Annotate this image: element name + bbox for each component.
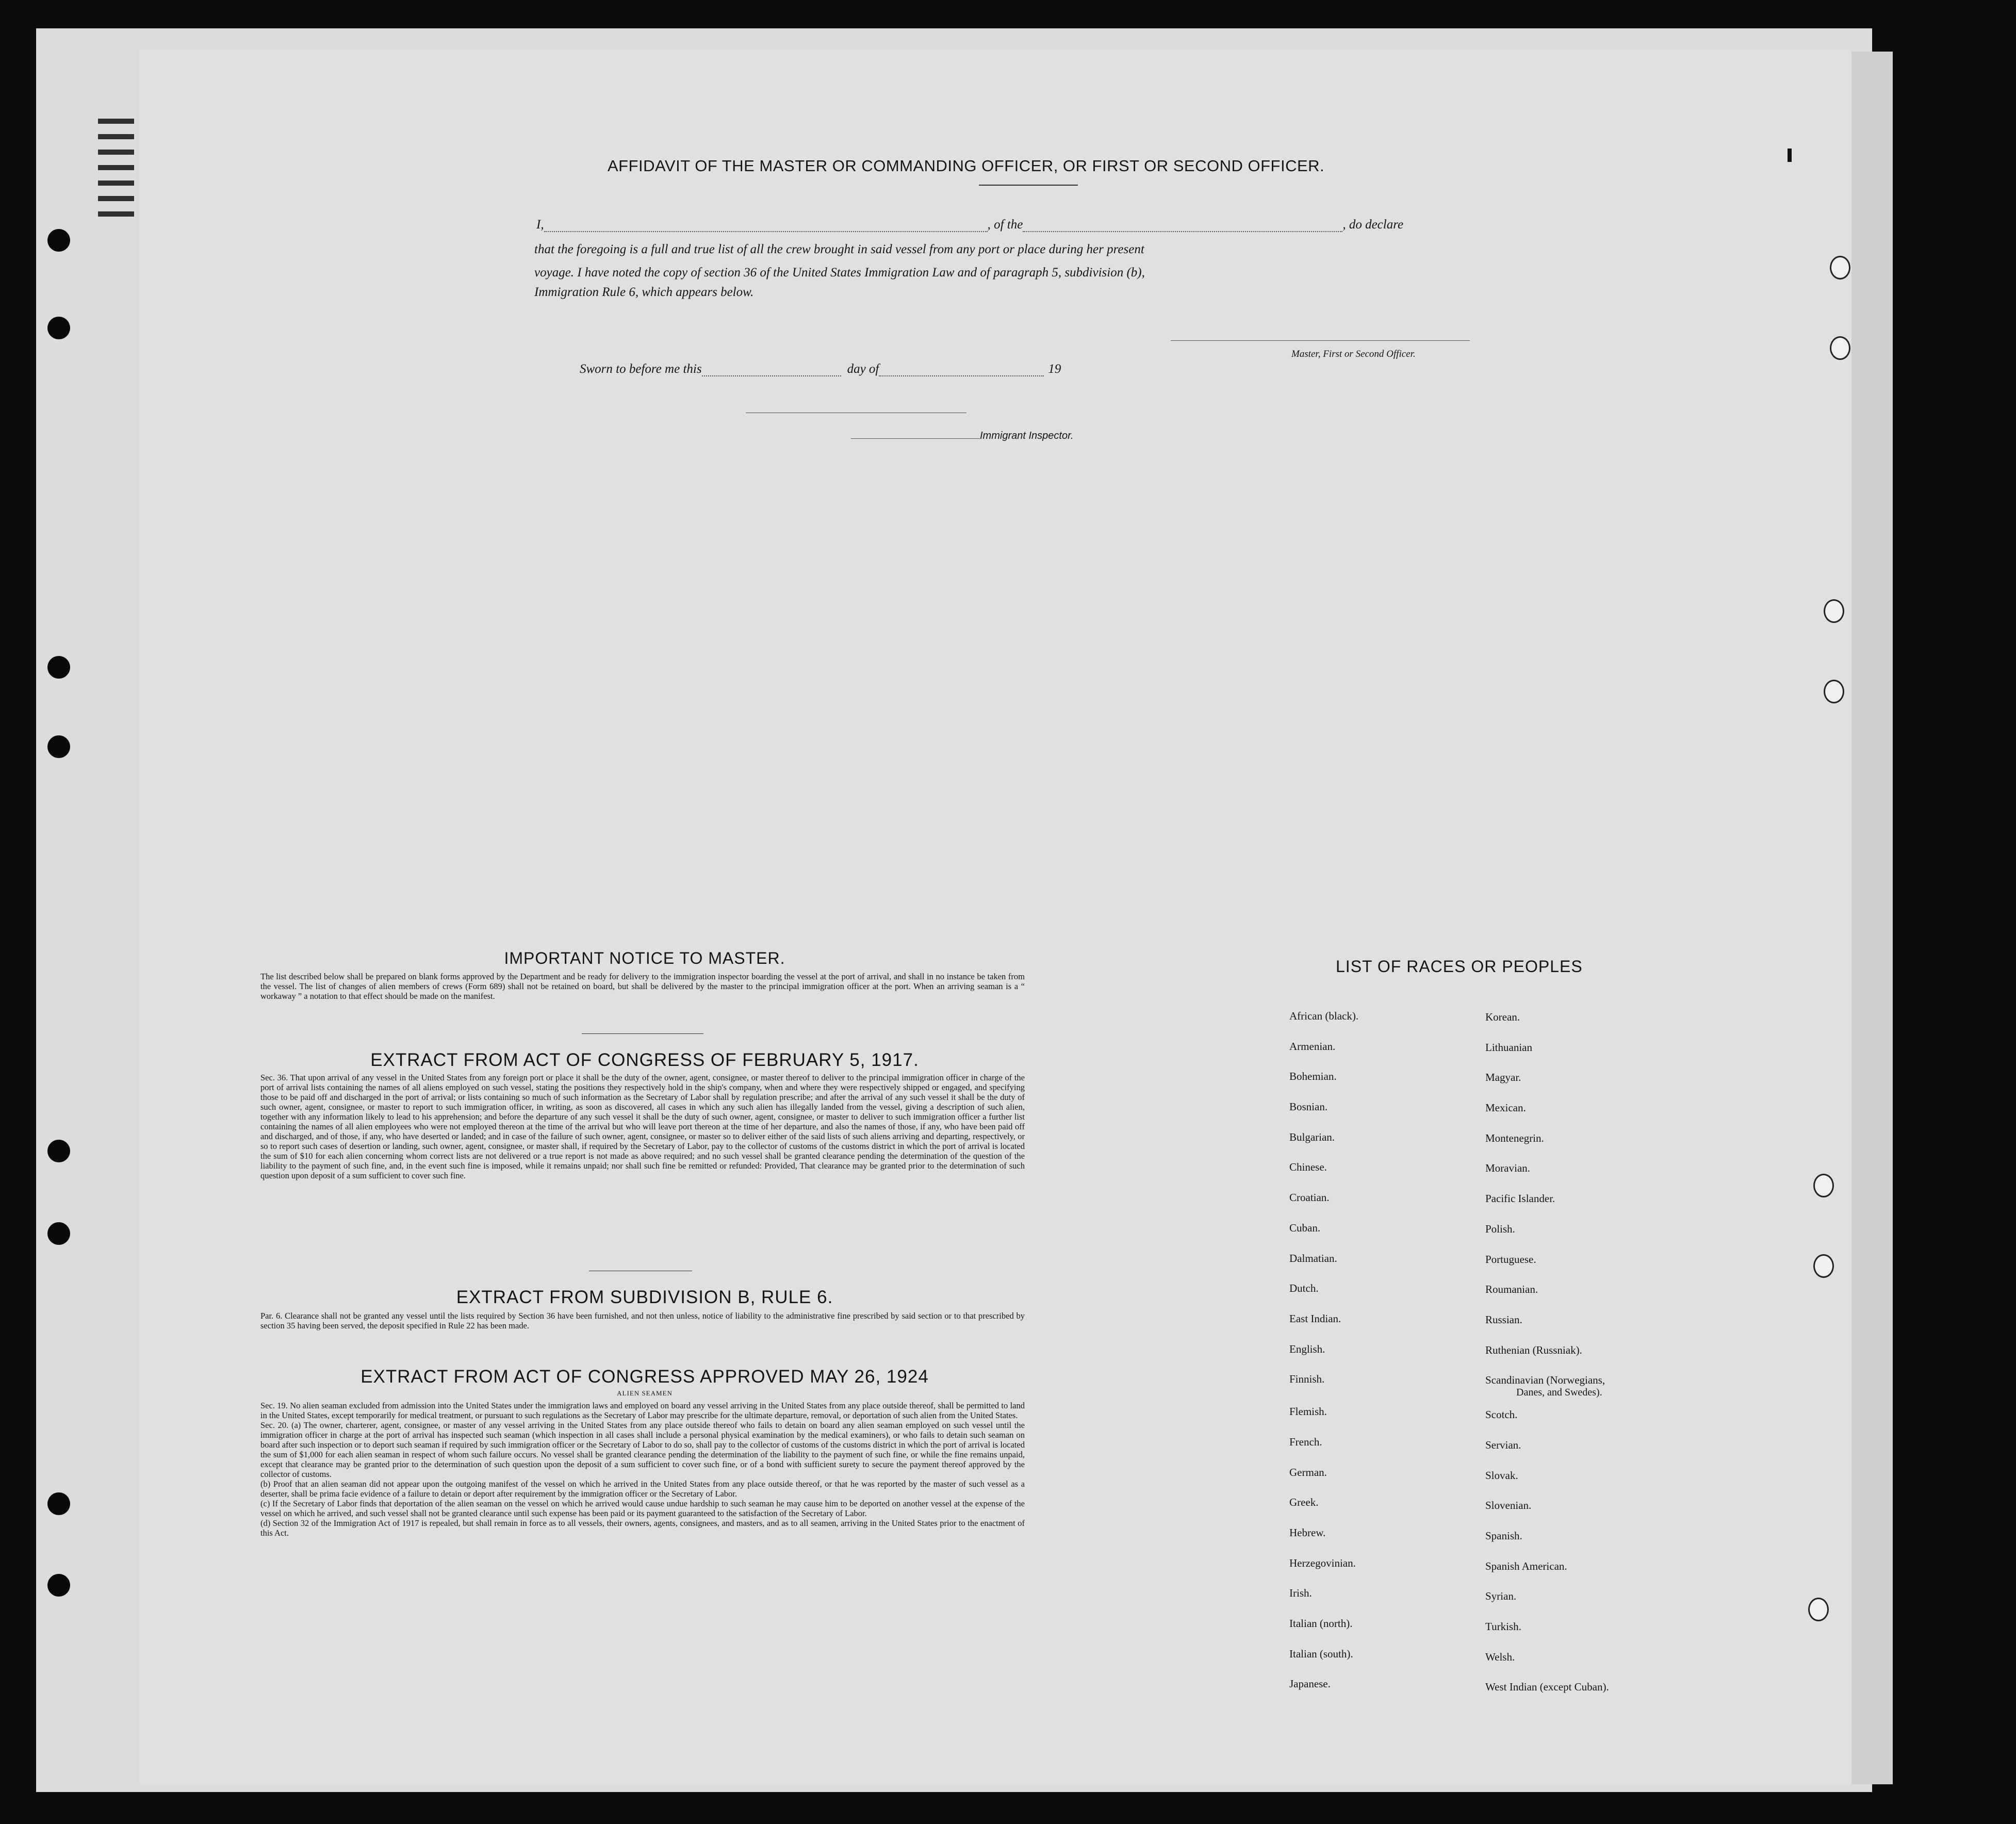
- inspector-label: Immigrant Inspector.: [980, 430, 1074, 441]
- punch-hole: [47, 656, 70, 679]
- race-item: Welsh.: [1485, 1650, 1515, 1663]
- inspector-signature-underline: [851, 438, 980, 439]
- edge-tabs-marks: [98, 119, 134, 222]
- race-item: Greek.: [1289, 1496, 1319, 1509]
- race-item: Syrian.: [1485, 1590, 1517, 1603]
- races-column-2: [1485, 1011, 1609, 1711]
- race-item-continuation: Danes, and Swedes).: [1516, 1387, 1602, 1399]
- punch-hole: [1813, 1174, 1834, 1197]
- race-item: English.: [1289, 1342, 1325, 1355]
- race-item: Italian (north).: [1289, 1617, 1353, 1630]
- race-item: Slovak.: [1485, 1469, 1518, 1482]
- extract-1924-body: [260, 1401, 1025, 1538]
- race-item: Montenegrin.: [1485, 1131, 1544, 1144]
- race-item: Herzegovinian.: [1289, 1556, 1356, 1569]
- name-blank[interactable]: [544, 221, 988, 232]
- race-item: West Indian (except Cuban).: [1485, 1681, 1609, 1694]
- race-item: Dutch.: [1289, 1282, 1319, 1295]
- extract-1924-subtitle: ALIEN SEAMEN: [617, 1389, 673, 1397]
- race-item: Scandinavian (Norwegians,: [1485, 1374, 1605, 1387]
- punch-hole: [1824, 680, 1844, 703]
- race-item: Slovenian.: [1485, 1499, 1532, 1512]
- punch-hole: [47, 1140, 70, 1162]
- extract-rule6-title: EXTRACT FROM SUBDIVISION B, RULE 6.: [456, 1287, 833, 1307]
- punch-hole: [47, 735, 70, 758]
- notice-body: The list described below shall be prepared on blank forms approved by the Department and be ready for delivery to the immigration inspector boarding the vessel at the port of arrival, and shall in no instance be taken from the vessel. The list of changes of alien members of crews (Form 689) shall not be retained on board, but shall be delivered by the master to the principal immigration officer at the port. When an arriving seaman is a “ workaway ” a notation to that effect should be made on the manifest.: [260, 972, 1025, 1001]
- extract-1917-title: EXTRACT FROM ACT OF CONGRESS OF FEBRUARY 5, 1917.: [370, 1050, 919, 1070]
- punch-hole: [1830, 336, 1850, 360]
- punch-hole: [47, 317, 70, 339]
- race-item: Portuguese.: [1485, 1253, 1536, 1266]
- race-item: Spanish.: [1485, 1530, 1522, 1542]
- race-item: Roumanian.: [1485, 1283, 1538, 1296]
- sec-20d-paragraph: (d) Section 32 of the Immigration Act of 1917 is repealed, but shall remain in force as to all vessels, their owners, agents, consignees, and masters, and as to all seamen, arriving in the United States prior to the enactment of this Act.: [260, 1518, 1025, 1538]
- race-item: Dalmatian.: [1289, 1252, 1337, 1264]
- punch-hole: [47, 1492, 70, 1515]
- title-rule: [979, 185, 1078, 186]
- race-item: East Indian.: [1289, 1312, 1341, 1325]
- race-item: Russian.: [1485, 1313, 1522, 1326]
- day-blank[interactable]: [702, 365, 841, 376]
- affidavit-line4: Immigration Rule 6, which appears below.: [534, 285, 754, 299]
- race-item: Italian (south).: [1289, 1647, 1353, 1660]
- races-column-1: [1289, 1010, 1358, 1708]
- race-item: German.: [1289, 1466, 1327, 1478]
- race-item: Turkish.: [1485, 1620, 1521, 1633]
- day-of-text: day of: [847, 362, 879, 376]
- race-item: Cuban.: [1289, 1221, 1321, 1234]
- race-item: Magyar.: [1485, 1071, 1521, 1084]
- race-item: Chinese.: [1289, 1161, 1327, 1174]
- punch-hole: [47, 1574, 70, 1597]
- sec-20c-paragraph: (c) If the Secretary of Labor finds that deportation of the alien seaman on the vessel on which he arrived would cause undue hardship to such seaman he may cause him to be deported on another vessel at the expense of the vessel on which he arrived, and such vessel shall not be granted clearance until such expense has been paid or its payment guaranteed to the satisfaction of the Secretary of Labor.: [260, 1499, 1025, 1518]
- race-item: Irish.: [1289, 1587, 1312, 1600]
- affidavit-of-the: , of the: [987, 218, 1023, 232]
- vessel-blank[interactable]: [1023, 221, 1342, 232]
- punch-hole: [1830, 256, 1850, 280]
- race-item: Pacific Islander.: [1485, 1192, 1555, 1205]
- master-signature-label: Master, First or Second Officer.: [1291, 349, 1416, 359]
- race-item: Servian.: [1485, 1438, 1521, 1451]
- sworn-text: Sworn to before me this: [580, 362, 702, 376]
- race-item-scandinavian: [1485, 1374, 1609, 1408]
- punch-hole: [1808, 1598, 1829, 1621]
- affidavit-title: AFFIDAVIT OF THE MASTER OR COMMANDING OFFICER, OR FIRST OR SECOND OFFICER.: [608, 157, 1325, 175]
- ink-mark: [1788, 149, 1792, 162]
- race-item: African (black).: [1289, 1010, 1359, 1022]
- race-item: Bosnian.: [1289, 1100, 1328, 1113]
- race-item: Moravian.: [1485, 1162, 1530, 1175]
- extract-1924-title: EXTRACT FROM ACT OF CONGRESS APPROVED MAY 26, 1924: [360, 1367, 929, 1387]
- race-item: Flemish.: [1289, 1405, 1327, 1418]
- affidavit-line2: that the foregoing is a full and true list of all the crew brought in said vessel from any port or place during her present: [534, 242, 1144, 256]
- race-item: French.: [1289, 1435, 1322, 1448]
- affidavit-do-declare: , do declare: [1342, 218, 1404, 232]
- sec-20a-paragraph: Sec. 20. (a) The owner, charterer, agent, consignee, or master of any vessel arriving in the United States from any place outside thereof who fails to detain on board any alien seaman employed on such vessel until the immigration officer in charge at the port of arrival has inspected such seaman (which inspection in all cases shall include a personal physical examination by the medical examiners), or who fails to detain such seaman on board after such inspection or to deport such seaman if required by such immigration officer or the Secretary of Labor to do so, shall pay to the collector of customs of the customs district in which the port of arrival is located the sum of $1,000 for each alien seaman in respect of whom such failure occurs. No vessel shall be granted clearance pending the determination of the liability to the payment of such fine, or while the fine remains unpaid, except that clearance may be granted prior to the determination of such question upon the deposit of a sum sufficient to cover such fine, or of a bond with sufficient surety to secure the payment thereof approved by the collector of customs.: [260, 1420, 1025, 1479]
- punch-hole: [1813, 1254, 1834, 1278]
- extract-rule6-body: Par. 6. Clearance shall not be granted any vessel until the lists required by Section 36 have been furnished, and not then unless, notice of liability to the administrative fine prescribed by said section or to that prescribed by section 35 having been served, the deposit specified in Rule 22 has been made.: [260, 1311, 1025, 1330]
- race-item: Spanish American.: [1485, 1559, 1567, 1572]
- race-item: Scotch.: [1485, 1408, 1518, 1421]
- race-item: Bulgarian.: [1289, 1130, 1335, 1143]
- sec-20b-paragraph: (b) Proof that an alien seaman did not appear upon the outgoing manifest of the vessel on which he arrived in the United States from any place outside thereof, or that he was reported by the master of such vessel as a deserter, shall be prima facie evidence of a failure to detain or deport after requirement by the immigration officer or the Secretary of Labor.: [260, 1479, 1025, 1499]
- month-blank[interactable]: [879, 365, 1044, 376]
- section-rule: [582, 1033, 703, 1034]
- punch-hole: [47, 1222, 70, 1245]
- race-item: Korean.: [1485, 1011, 1520, 1023]
- race-item: Armenian.: [1289, 1040, 1336, 1053]
- race-item: Mexican.: [1485, 1102, 1526, 1114]
- master-signature-line[interactable]: [1171, 340, 1470, 341]
- races-title: LIST OF RACES OR PEOPLES: [1336, 957, 1583, 976]
- race-item: Japanese.: [1289, 1678, 1331, 1690]
- race-item: Bohemian.: [1289, 1070, 1337, 1083]
- notice-title: IMPORTANT NOTICE TO MASTER.: [504, 949, 785, 967]
- race-item: Croatian.: [1289, 1191, 1330, 1204]
- race-item: Finnish.: [1289, 1373, 1325, 1386]
- affidavit-line1: [536, 218, 1403, 232]
- punch-hole: [1824, 599, 1844, 623]
- race-item: Hebrew.: [1289, 1526, 1326, 1539]
- affidavit-i: I,: [536, 218, 544, 232]
- year-prefix: 19: [1048, 362, 1061, 376]
- race-item: Ruthenian (Russniak).: [1485, 1343, 1582, 1356]
- affidavit-line3: voyage. I have noted the copy of section 36 of the United States Immigration Law and of paragraph 5, subdivision (b),: [534, 266, 1145, 280]
- sworn-line: [580, 362, 1061, 376]
- sec-19-paragraph: Sec. 19. No alien seaman excluded from admission into the United States under the immigration laws and employed on board any vessel arriving in the United States from any place outside thereof, shall be permitted to land in the United States, except temporarily for medical treatment, or pursuant to such regulations as the Secretary of Labor may prescribe for the ultimate departure, removal, or deportation of such alien from the United States.: [260, 1401, 1025, 1420]
- extract-1917-body: Sec. 36. That upon arrival of any vessel in the United States from any foreign port or place it shall be the duty of the owner, agent, consignee, or master thereof to deliver to the principal immigration officer in charge of the port of arrival lists containing the names of all aliens employed on such vessel, stating the positions they respectively hold in the ship's company, when and where they were respectively shipped or engaged, and specifying those to be paid off and discharged in the port of arrival; or lists containing so much of such information as the Secretary of Labor shall by regulation prescribe; and after the arrival of any such vessel it shall be the duty of such owner, agent, consignee, or master to report to such immigration officer, in writing, as soon as discovered, all cases in which any such alien has illegally landed from the vessel, giving a description of such alien, together with any information likely to lead to his apprehension; and before the departure of any such vessel it shall be the duty of such owner, agent, consignee, or master to deliver to such immigration officer a further list containing the names of all alien employees who were not employed thereon at the time of the arrival but who will leave port thereon at the time of her departure, and also the names of those, if any, who have been paid off and discharged, and of those, if any, who have deserted or landed; and in case of the failure of such owner, agent, consignee, or master so to deliver either of the said lists of such aliens arriving and departing, respectively, or so to report such cases of desertion or landing, such owner, agent, consignee, or master shall, if required by the Secretary of Labor, pay to the collector of customs of the customs district in which the port of arrival is located the sum of $10 for each alien concerning whom correct lists are not delivered or a true report is not made as above required; and no such vessel shall be granted clearance pending the determination of the question of the liability to the payment of such fine, and, in the event such fine is imposed, while it remains unpaid; nor shall such fine be remitted or refunded: Provided, That clearance may be granted prior to the determination of such question upon deposit of a sum sufficient to cover such fine.: [260, 1073, 1025, 1180]
- race-item: Lithuanian: [1485, 1041, 1532, 1054]
- race-item: Polish.: [1485, 1222, 1515, 1235]
- punch-hole: [47, 229, 70, 252]
